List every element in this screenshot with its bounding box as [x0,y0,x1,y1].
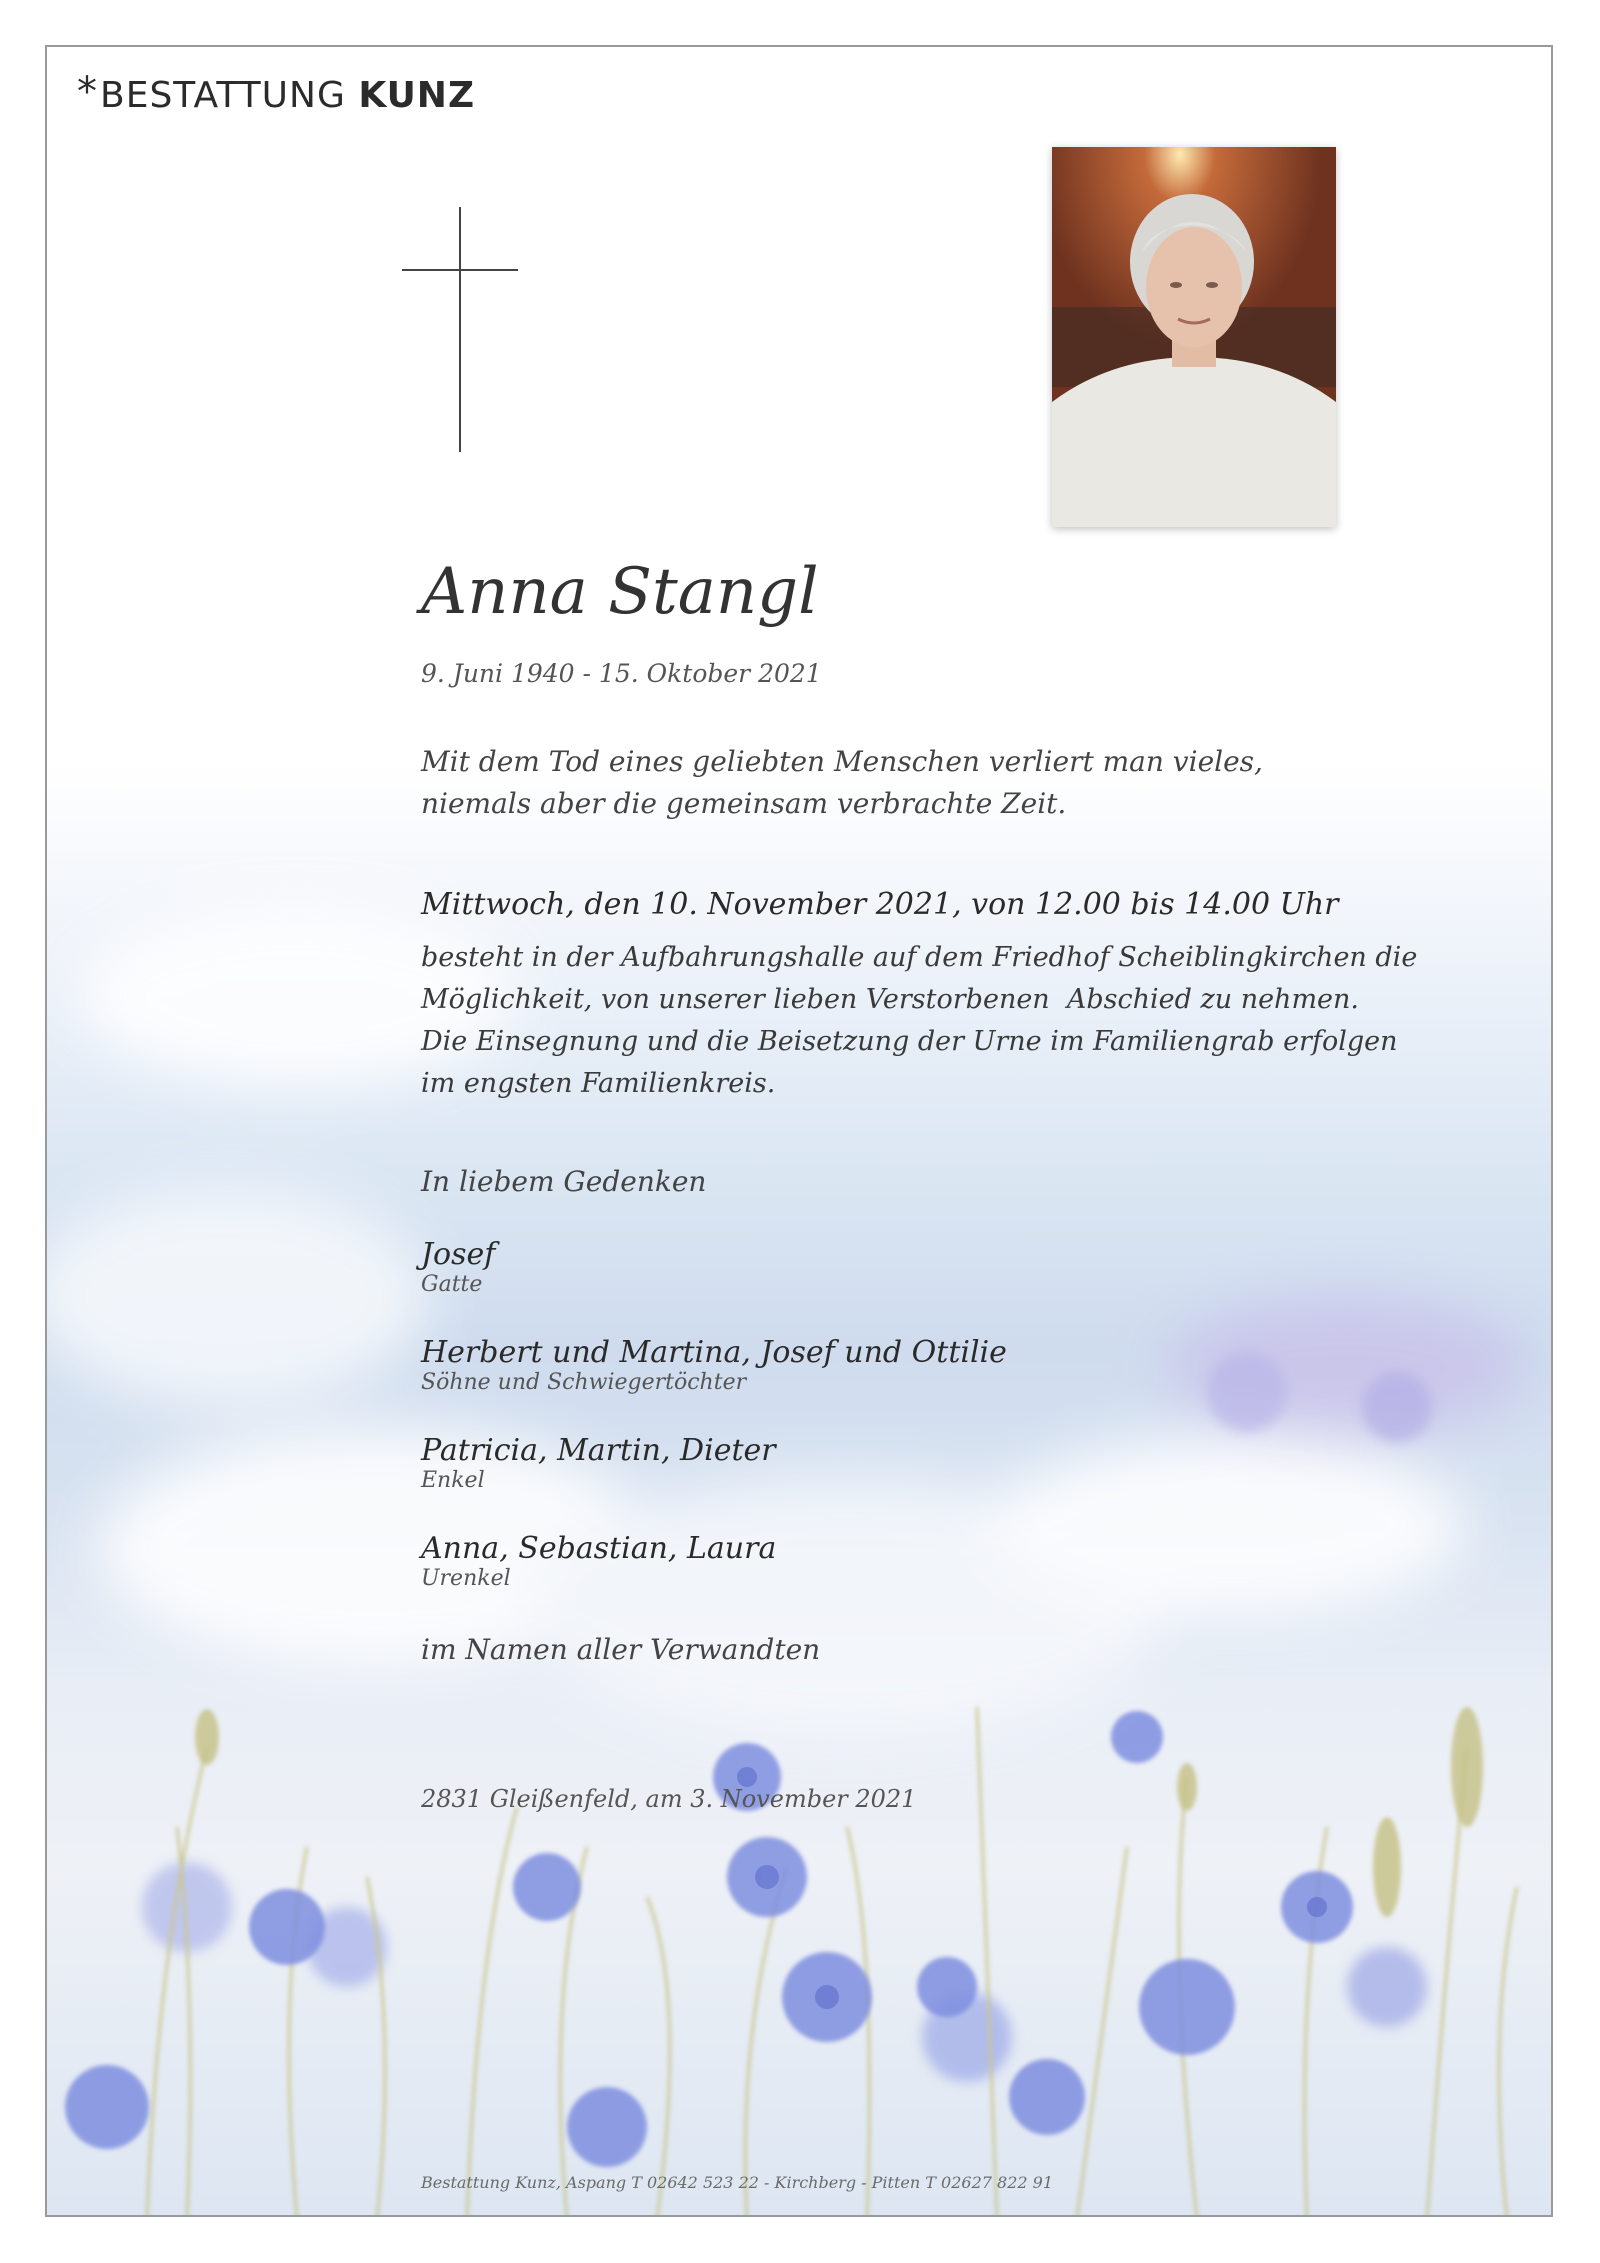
family-relation: Urenkel [421,1566,511,1591]
family-entry [421,1335,1007,1395]
family-relation: Enkel [421,1468,485,1493]
logo [77,69,476,121]
details-line: besteht in der Aufbahrungshalle auf dem Friedhof Scheiblingkirchen die [421,942,1418,973]
family-names: Herbert und Martina, Josef und Ottilie [421,1335,1007,1370]
family-names: Josef [421,1237,496,1272]
cross-icon [400,207,520,457]
logo-light-word: BESTATTUNG [100,75,346,116]
quote-line: niemals aber die gemeinsam verbrachte Zeit. [421,787,1067,820]
details-line: Möglichkeit, von unserer lieben Verstorbenen Abschied zu nehmen. [421,984,1359,1015]
memorial-quote [421,741,1263,825]
logo-star: * [77,69,98,115]
memory-heading: In liebem Gedenken [421,1165,707,1198]
family-relation: Söhne und Schwiegertöchter [421,1370,747,1395]
footer-contact: Bestattung Kunz, Aspang T 02642 523 22 - Kirchberg - Pitten T 02627 822 91 [421,2173,1053,2192]
details-line: im engsten Familienkreis. [421,1068,776,1099]
ceremony-heading: Mittwoch, den 10. November 2021, von 12.00 bis 14.00 Uhr [421,887,1339,922]
deceased-name: Anna Stangl [421,555,819,629]
family-names: Patricia, Martin, Dieter [421,1433,776,1468]
life-dates: 9. Juni 1940 - 15. Oktober 2021 [421,659,822,688]
family-entry [421,1433,776,1493]
family-entry [421,1531,776,1591]
portrait-photo [1052,147,1336,527]
ceremony-details [421,937,1417,1105]
obituary-card [45,45,1553,2217]
family-names: Anna, Sebastian, Laura [421,1531,777,1566]
quote-line: Mit dem Tod eines geliebten Menschen verliert man vieles, [421,745,1263,778]
family-relation: Gatte [421,1272,483,1297]
family-entry [421,1237,495,1297]
place-date: 2831 Gleißenfeld, am 3. November 2021 [421,1785,917,1813]
closing-line: im Namen aller Verwandten [421,1633,821,1666]
details-line: Die Einsegnung und die Beisetzung der Urne im Familiengrab erfolgen [421,1026,1398,1057]
logo-bold-word: KUNZ [358,75,476,116]
